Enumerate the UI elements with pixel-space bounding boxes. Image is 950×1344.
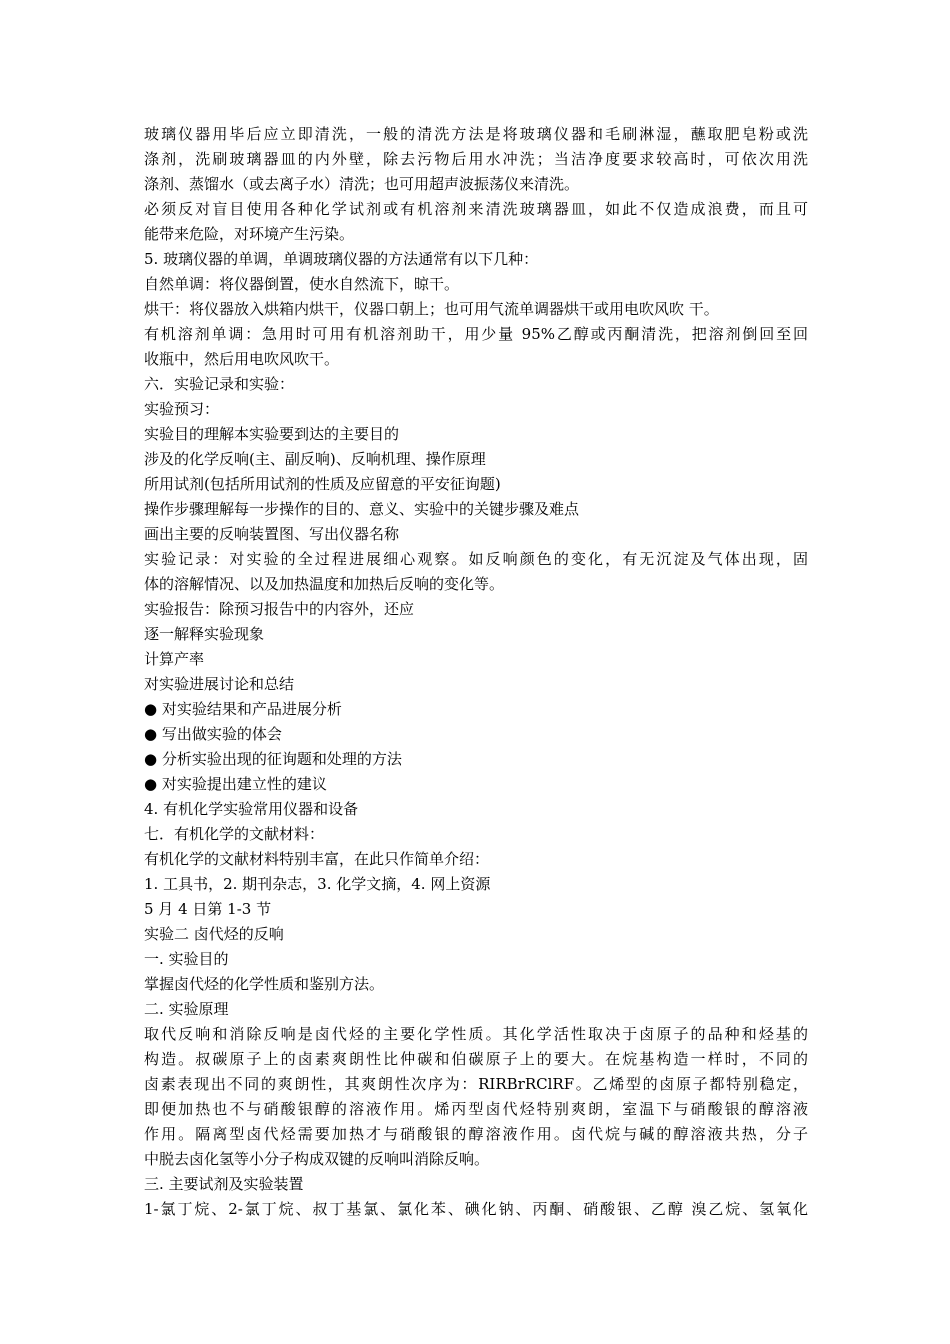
text-line: 4. 有机化学实验常用仪器和设备 <box>144 800 359 818</box>
text-line: 体的溶解情况、以及加热温度和加热后反响的变化等。 <box>144 575 505 593</box>
text-line: 构造。叔碳原子上的卤素爽朗性比仲碳和伯碳原子上的要大。在烷基构造一样时，不同的 <box>144 1050 808 1068</box>
text-line: 逐一解释实验现象 <box>144 625 265 643</box>
text-line: 所用试剂(包括所用试剂的性质及应留意的平安征询题) <box>144 475 501 493</box>
text-line: 有机化学的文献材料特别丰富，在此只作简单介绍： <box>144 850 490 868</box>
document-body <box>144 122 808 1222</box>
text-line: 取代反响和消除反响是卤代烃的主要化学性质。其化学活性取决于卤原子的品种和烃基的 <box>144 1025 808 1043</box>
text-line: 1. 工具书，2. 期刊杂志，3. 化学文摘，4. 网上资源 <box>144 875 491 893</box>
text-line: 涤剂、蒸馏水（或去离子水）清洗；也可用超声波振荡仪来清洗。 <box>144 175 580 193</box>
text-line: 实验报告：除预习报告中的内容外，还应 <box>144 600 415 618</box>
text-line: 计算产率 <box>144 650 205 668</box>
text-line: 中脱去卤化氢等小分子构成双键的反响叫消除反响。 <box>144 1150 490 1168</box>
text-line: 三. 主要试剂及实验装置 <box>144 1175 304 1193</box>
text-line: ● 对实验结果和产品进展分析 <box>144 700 342 718</box>
text-line: 七．有机化学的文献材料： <box>144 825 325 843</box>
text-line: 涤剂，洗刷玻璃器皿的内外壁，除去污物后用水冲洗；当洁净度要求较高时，可依次用洗 <box>144 150 808 168</box>
text-line: ● 对实验提出建立性的建议 <box>144 775 327 793</box>
text-line: ● 写出做实验的体会 <box>144 725 282 743</box>
text-line: 掌握卤代烃的化学性质和鉴别方法。 <box>144 975 385 993</box>
text-line: 六．实验记录和实验： <box>144 375 295 393</box>
text-line: 5. 玻璃仪器的单调，单调玻璃仪器的方法通常有以下几种： <box>144 250 539 268</box>
text-line: 有机溶剂单调：急用时可用有机溶剂助干，用少量 95%乙醇或丙酮清洗，把溶剂倒回至回 <box>144 325 808 343</box>
text-line: 作用。隔离型卤代烃需要加热才与硝酸银的醇溶液作用。卤代烷与碱的醇溶液共热，分子 <box>144 1125 808 1143</box>
text-line: 1-氯丁烷、2-氯丁烷、叔丁基氯、氯化苯、碘化钠、丙酮、硝酸银、乙醇 溴乙烷、氢氧化 <box>144 1200 808 1218</box>
text-line: 自然单调：将仪器倒置，使水自然流下，晾干。 <box>144 275 460 293</box>
text-line: 能带来危险，对环境产生污染。 <box>144 225 355 243</box>
text-line: 必须反对盲目使用各种化学试剂或有机溶剂来清洗玻璃器皿，如此不仅造成浪费，而且可 <box>144 200 808 218</box>
text-line: 涉及的化学反响(主、副反响)、反响机理、操作原理 <box>144 450 486 468</box>
text-line: 一. 实验目的 <box>144 950 229 968</box>
text-line: 玻璃仪器用毕后应立即清洗，一般的清洗方法是将玻璃仪器和毛刷淋湿，蘸取肥皂粉或洗 <box>144 125 808 143</box>
text-line: 实验预习： <box>144 400 220 418</box>
text-line: 实验目的理解本实验要到达的主要目的 <box>144 425 400 443</box>
text-line: 画出主要的反响装置图、写出仪器名称 <box>144 525 400 543</box>
text-line: 对实验进展讨论和总结 <box>144 675 295 693</box>
text-line: 实验记录：对实验的全过程进展细心观察。如反响颜色的变化，有无沉淀及气体出现，固 <box>144 550 808 568</box>
text-line: 烘干：将仪器放入烘箱内烘干，仪器口朝上；也可用气流单调器烘干或用电吹风吹 干。 <box>144 300 719 318</box>
text-line: 收瓶中，然后用电吹风吹干。 <box>144 350 340 368</box>
text-line: 二. 实验原理 <box>144 1000 229 1018</box>
text-line: 即便加热也不与硝酸银醇的溶液作用。烯丙型卤代烃特别爽朗，室温下与硝酸银的醇溶液 <box>144 1100 808 1118</box>
document-page <box>144 122 808 1222</box>
text-line: 操作步骤理解每一步操作的目的、意义、实验中的关键步骤及难点 <box>144 500 580 518</box>
text-line: 卤素表现出不同的爽朗性，其爽朗性次序为：RIRBrRClRF。乙烯型的卤原子都特别稳定， <box>144 1075 808 1093</box>
text-line: 5 月 4 日第 1-3 节 <box>144 900 272 918</box>
text-line: ● 分析实验出现的征询题和处理的方法 <box>144 750 402 768</box>
text-line: 实验二 卤代烃的反响 <box>144 925 284 943</box>
